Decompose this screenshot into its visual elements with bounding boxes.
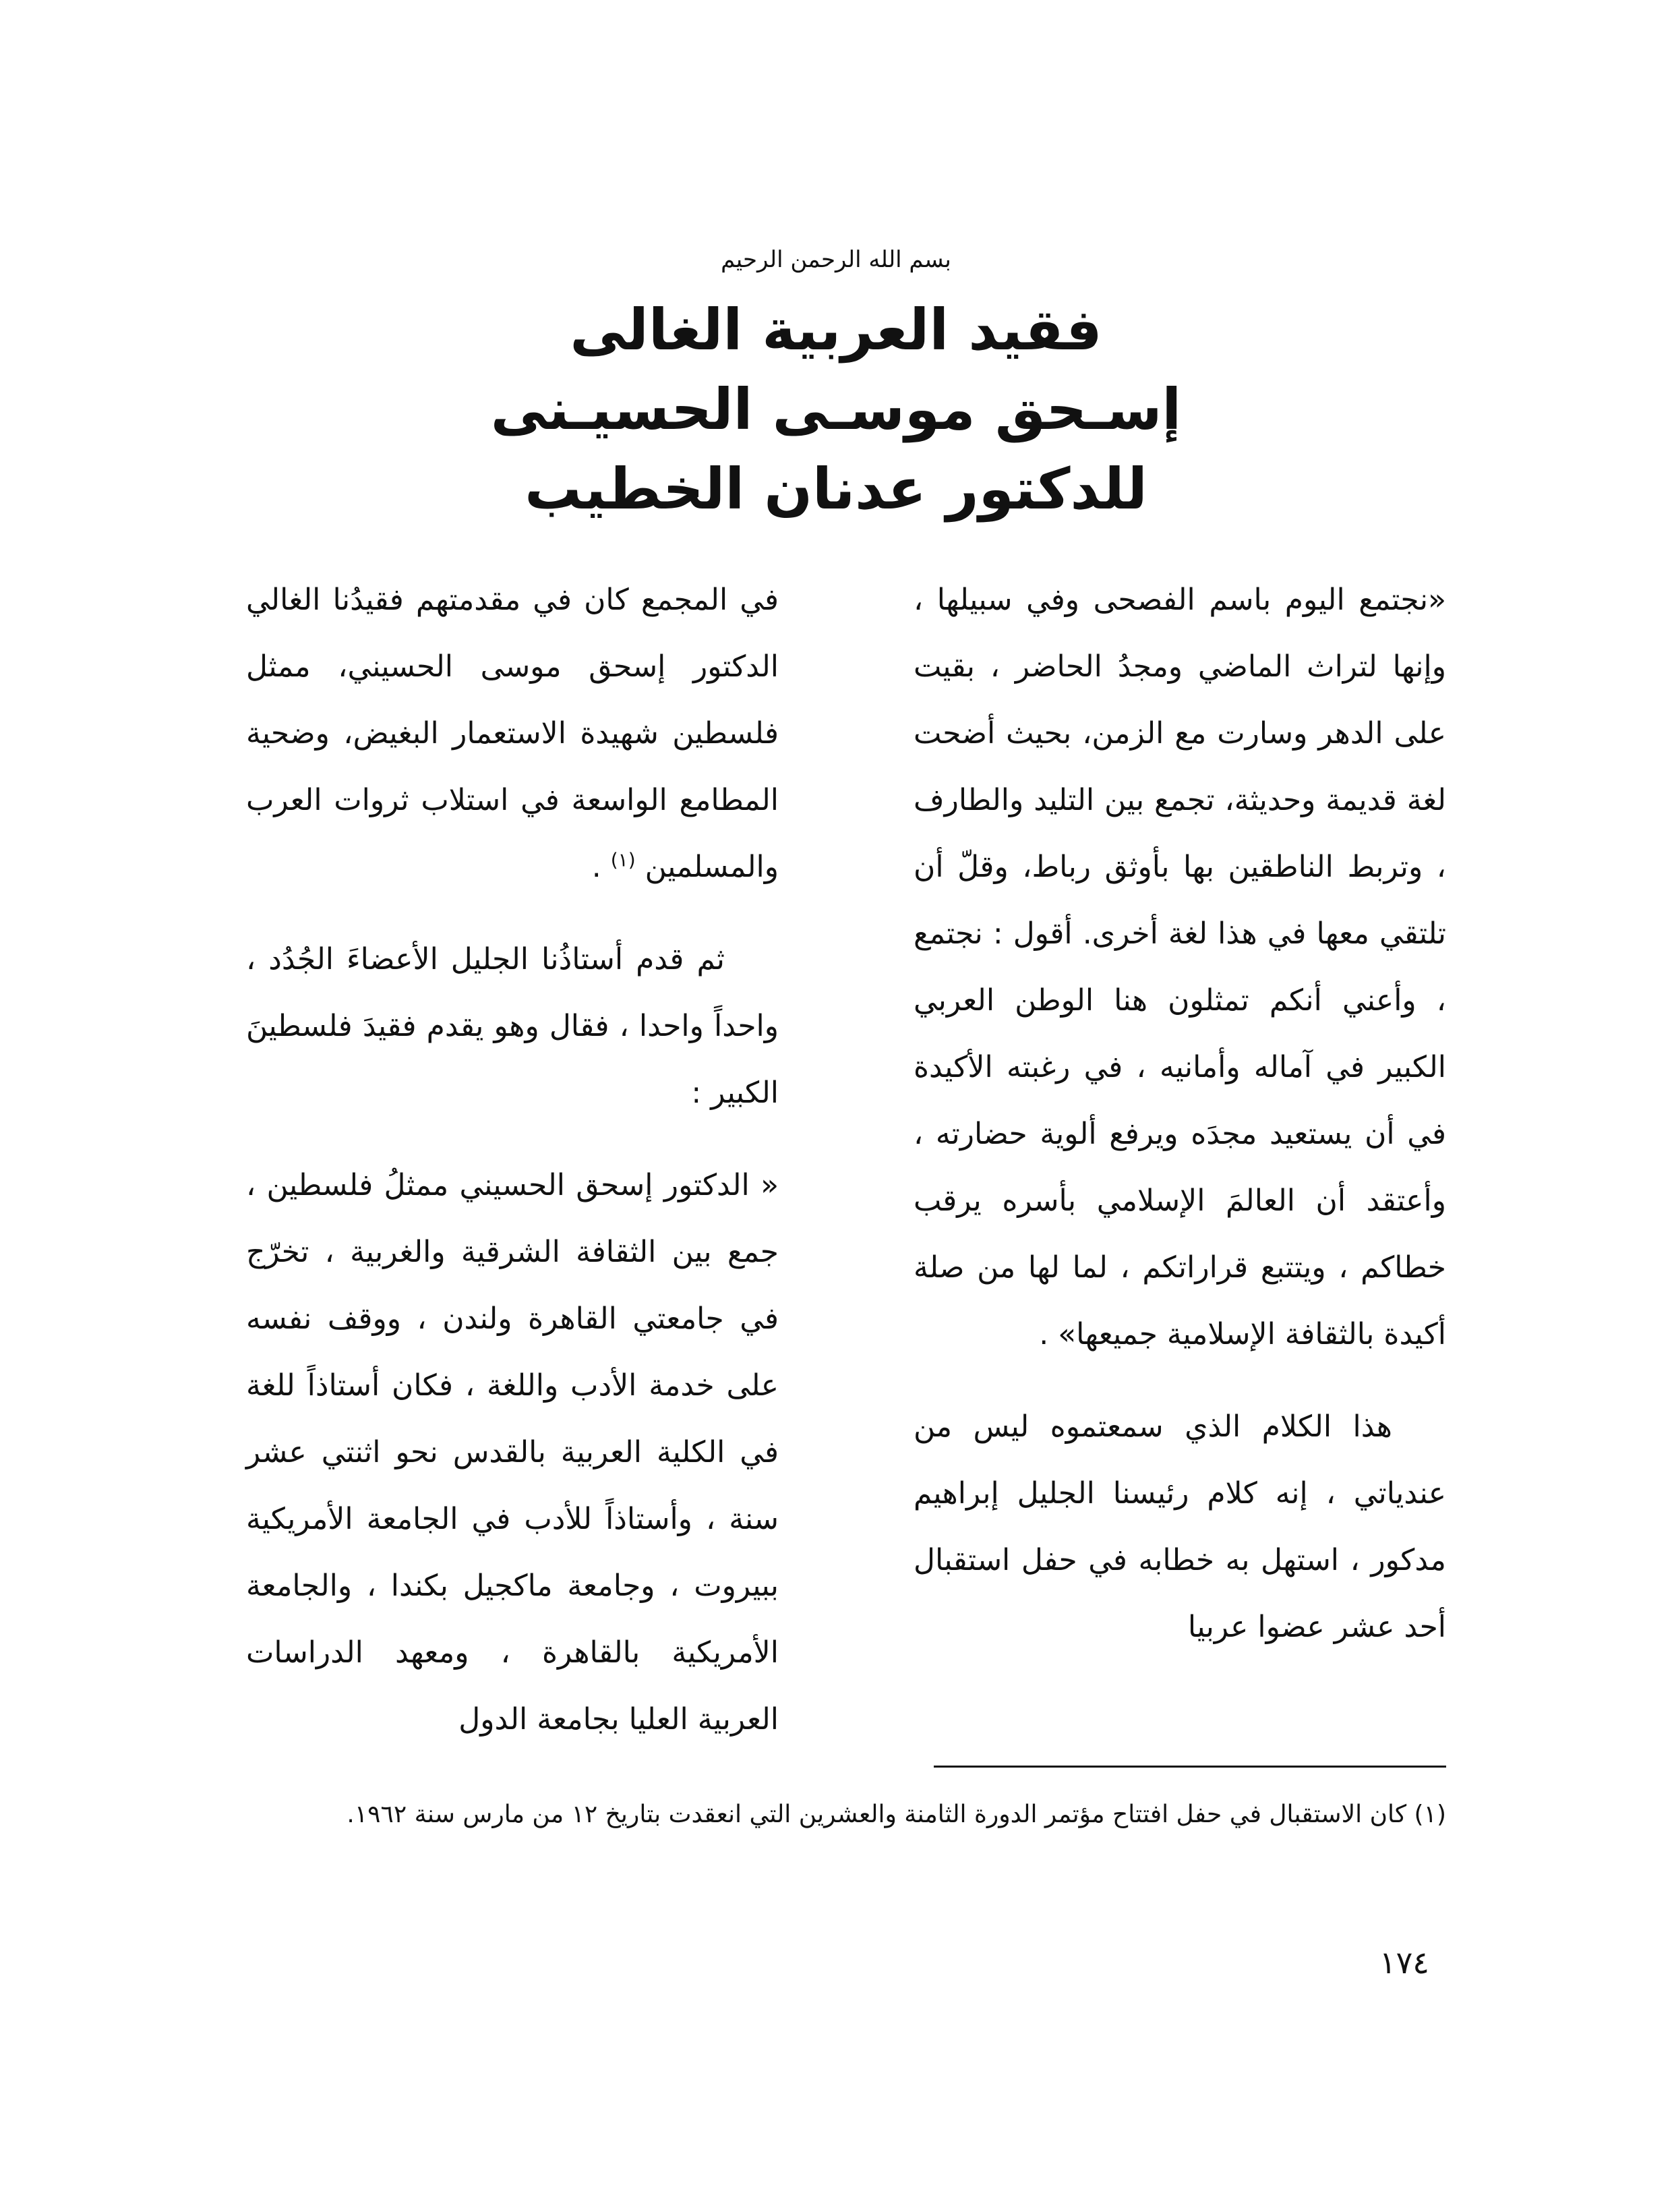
basmala: بسم الله الرحمن الرحيم	[721, 246, 951, 273]
footnote-divider	[934, 1766, 1446, 1768]
title-line-1: فقيد العربية الغالى	[570, 297, 1102, 363]
right-column	[914, 566, 1446, 1660]
paragraph: « الدكتور إسحق الحسيني ممثلُ فلسطين ، جمع بين الثقافة الشرقية والغربية ، تخرّج في جامعتي القاهرة ولندن ، ووقف نفسه على خدمة الأدب واللغة ، فكان أستاذاً للغة في الكلية العربية بالقدس نحو اثنتي عشر سنة ، وأستاذاً للأدب في الجامعة الأمريكية ببيروت ، وجامعة ماكجيل بكندا ، والجامعة الأمريكية بالقاهرة ، ومعهد الدراسات العربية العليا بجامعة الدول	[246, 1168, 779, 1737]
footnote	[226, 1786, 1446, 1844]
paragraph: هذا الكلام الذي سمعتموه ليس من عندياتي ، إنه كلام رئيسنا الجليل إبراهيم مدكور ، استهل به خطابه في حفل استقبال أحد عشر عضوا عربيا	[914, 1409, 1446, 1644]
title-line-3: للدكتور عدنان الخطيب	[525, 456, 1147, 522]
title-line-2: إسـحق موسـى الحسيـنى	[490, 376, 1182, 442]
paragraph-text: في المجمع كان في مقدمتهم فقيدُنا الغالي الدكتور إسحق موسى الحسيني، ممثل فلسطين شهيدة الاستعمار البغيض، وضحية المطامع الواسعة في استلاب ثروات العرب والمسلمين	[246, 583, 779, 884]
article-header	[0, 243, 1672, 529]
paragraph	[246, 566, 779, 900]
page-number: ١٧٤	[1379, 1944, 1429, 1981]
footnote-reference[interactable]: (١)	[610, 848, 636, 871]
paragraph-end-mark: .	[591, 850, 601, 884]
footnote-text: (١) كان الاستقبال في حفل افتتاح مؤتمر الدورة الثامنة والعشرين التي انعقدت بتاريخ ١٢ من مارس سنة ١٩٦٢.	[347, 1801, 1446, 1828]
left-column	[246, 566, 779, 1753]
paragraph: ثم قدم أستاذُنا الجليل الأعضاءَ الجُدُد ، واحداً واحدا ، فقال وهو يقدم فقيدَ فلسطينَ الكبير :	[246, 942, 779, 1110]
paragraph: «نجتمع اليوم باسم الفصحى وفي سبيلها ، وإنها لتراث الماضي ومجدُ الحاضر ، بقيت على الدهر وسارت مع الزمن، بحيث أضحت لغة قديمة وحديثة، تجمع بين التليد والطارف ، وتربط الناطقين بها بأوثق رباط، وقلّ أن تلتقي معها في هذا لغة أخرى. أقول : نجتمع ، وأعني أنكم تمثلون هنا الوطن العربي الكبير في آماله وأمانيه ، في رغبته الأكيدة في أن يستعيد مجدَه ويرفع ألوية حضارته ، وأعتقد أن العالمَ الإسلامي بأسره يرقب خطاكم ، ويتتبع قراراتكم ، لما لها من صلة أكيدة بالثقافة الإسلامية جميعها» .	[914, 583, 1446, 1351]
